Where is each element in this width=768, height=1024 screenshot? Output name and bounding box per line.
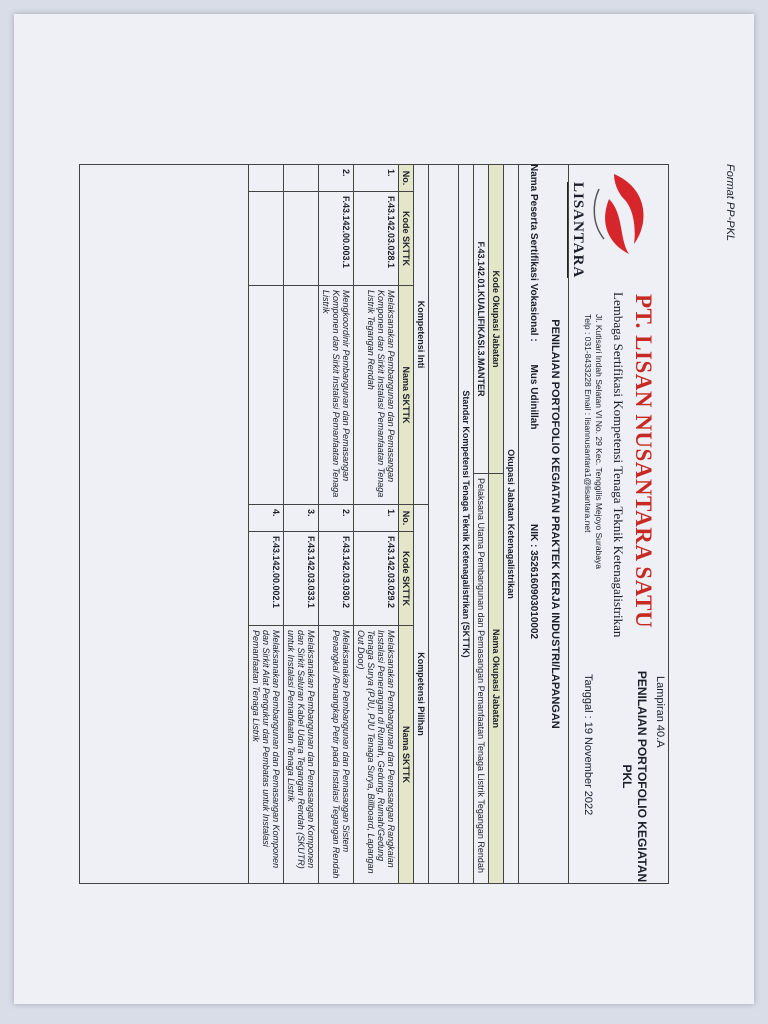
- company-address: [582, 314, 604, 569]
- pilihan-kode: F.43.142.00.002.1: [249, 532, 284, 626]
- page-title: PENILAIAN PORTOFOLIO KEGIATAN PRAKTEK KERJA INDUSTRI/LAPANGAN: [549, 164, 569, 884]
- company-name: PT. LISAN NUSANTARA SATU: [631, 294, 656, 629]
- lsp-name: Lembaga Sertifikasi Kompetensi Tenaga Teknik Ketenagalistrikan: [611, 292, 626, 638]
- pilihan-kode: F.43.142.03.030.2: [319, 532, 354, 626]
- col-no: No.: [399, 505, 414, 532]
- pilihan-nama: Melaksanakan Pembangunan dan Pemasangan Rangkaian Instalasi Penerangan di Rumah, Gedung, Rumah/Gedung Tenaga Surya (PJU, PJU Tenaga Surya, Billboard, Lapangan Out Door): [354, 626, 399, 884]
- nik: NIK : 3526160903010002: [528, 524, 539, 640]
- kompetensi-table: [248, 164, 429, 884]
- okupasi-table: [458, 164, 519, 884]
- empty-cell: [284, 286, 319, 505]
- empty-cell: [249, 192, 284, 286]
- pilihan-no: 3.: [284, 505, 319, 532]
- inti-no: 2.: [319, 165, 354, 192]
- table-row: [319, 165, 354, 884]
- inti-kode: F.43.142.00.003.1: [319, 192, 354, 286]
- pilihan-kode: F.43.142.03.033.1: [284, 532, 319, 626]
- okupasi-header: Okupasi Jabatan Ketenagalistrikan: [504, 165, 519, 884]
- format-label: Format PP-PKL: [724, 164, 736, 242]
- pilihan-no: 4.: [249, 505, 284, 532]
- pilihan-kode: F.43.142.03.029.2: [354, 532, 399, 626]
- pilihan-nama: Melaksanakan Pembangunan dan Pemasangan Sistem Penangkal /Penangkap Petir pada Instalasi Tegangan Rendah: [319, 626, 354, 884]
- peserta-nama: Mus Udinillah: [528, 364, 539, 430]
- pilihan-nama: Melaksanakan Pembangunan dan Pemasangan Komponen dan Sirkit Saluran Kabel Udara Tegangan Rendah (SKUTR) untuk Instalasi Pemanfaatan Tenaga Listrik: [284, 626, 319, 884]
- table-row: [284, 165, 319, 884]
- table-row: [249, 165, 284, 884]
- col-kode: Kode SKTTK: [399, 532, 414, 626]
- col-kode: Kode SKTTK: [399, 192, 414, 286]
- inti-nama: Melaksanakan Pembangunan dan Pemasangan Komponen dan Sirkit Instalasi Pemanfaatan Tenaga Listrik Tegangan Rendah: [354, 286, 399, 505]
- col-nama: Nama SKTTK: [399, 626, 414, 884]
- pilihan-no: 1.: [354, 505, 399, 532]
- col-nama: Nama SKTTK: [399, 286, 414, 505]
- sktk-header: Standar Kompetensi Tenaga Teknik Ketenagalistrikan (SKTTK): [459, 165, 474, 884]
- lisantara-logo-icon: [584, 169, 654, 259]
- kompetensi-pilihan-header: Kompetensi Pilihan: [414, 505, 429, 884]
- peserta-row: [528, 164, 539, 884]
- inti-no: 1.: [354, 165, 399, 192]
- peserta-label: Nama Peserta Sertifikasi Vokasional :: [528, 164, 539, 342]
- address-line: Jl. Kutisari Indah Selatan VI No. 29 Kec. Tenggilis Mejoyo Surabaya: [594, 314, 604, 569]
- inti-kode: F.43.142.03.028.1: [354, 192, 399, 286]
- col-no: No.: [399, 165, 414, 192]
- contact-line: Telp : 031-8433228 Email : lisannusantara1@lisantara.net: [583, 314, 593, 533]
- kompetensi-inti-header: Kompetensi Inti: [414, 165, 429, 505]
- kode-okupasi: F.43.142.01.KUALIFIKASI.3.MANTER: [474, 165, 489, 474]
- penilaian-box: PENILAIAN PORTOFOLIO KEGIATAN PKL: [620, 670, 649, 883]
- nama-okupasi: Pelaksana Utama Pembangunan dan Pemasangan Pemanfaatan Tenaga Listrik Tegangan Rendah: [474, 474, 489, 884]
- inti-nama: Mengkoordinir Pembangunan dan Pemasangan Komponen dan Sirkit Instalasi Pemanfaatan Tenaga Listrik: [319, 286, 354, 505]
- empty-cell: [249, 165, 284, 192]
- document-photo: [14, 14, 754, 1004]
- empty-cell: [284, 165, 319, 192]
- table-row: [354, 165, 399, 884]
- pilihan-nama: Melaksanakan Pembangunan dan Pemasangan Komponen dan Sirkit Alat Pengukur dan Pembatas untuk Instalasi Pemanfaatan Tenaga Listrik: [249, 626, 284, 884]
- nama-okupasi-label: Nama Okupasi Jabatan: [489, 474, 504, 884]
- logo-text: LISANTARA: [567, 182, 586, 278]
- tanggal: Tanggal : 19 November 2022: [582, 674, 594, 816]
- kode-okupasi-label: Kode Okupasi Jabatan: [489, 165, 504, 474]
- pilihan-no: 2.: [319, 505, 354, 532]
- empty-cell: [284, 192, 319, 286]
- empty-cell: [249, 286, 284, 505]
- rotated-page: [14, 14, 754, 1004]
- lampiran-label: Lampiran 40.A: [654, 676, 666, 748]
